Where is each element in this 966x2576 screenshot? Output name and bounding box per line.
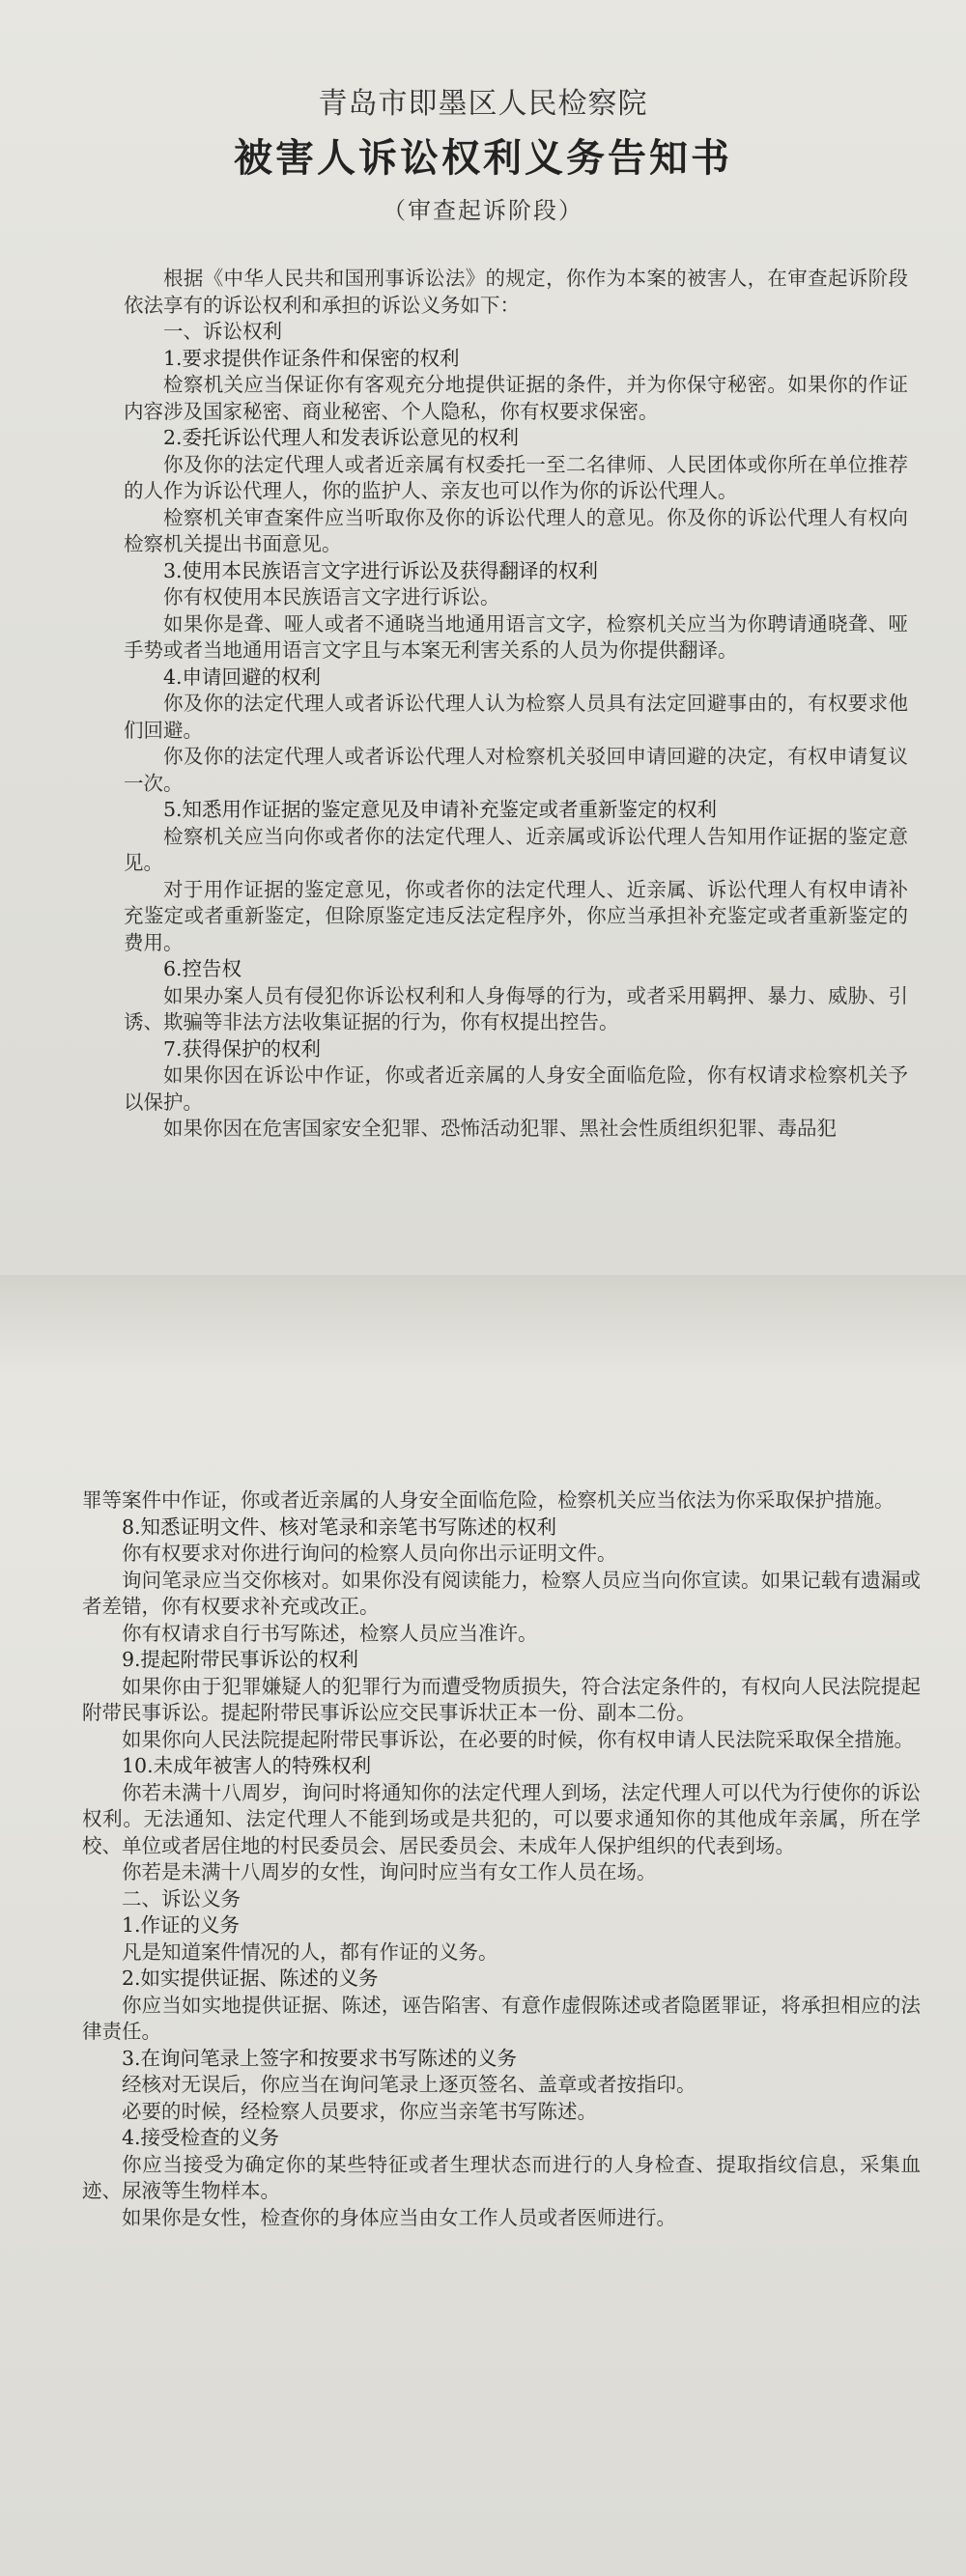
paragraph: 你有权请求自行书写陈述，检察人员应当准许。 bbox=[122, 1621, 538, 1645]
clause-heading: 3.在询问笔录上签字和按要求书写陈述的义务 bbox=[122, 2046, 518, 2070]
procedural-stage: （审查起诉阶段） bbox=[383, 197, 583, 224]
section-heading: 一、诉讼权利 bbox=[163, 320, 282, 343]
paragraph: 如果你是女性，检查你的身体应当由女工作人员或者医师进行。 bbox=[122, 2205, 676, 2229]
clause-heading: 7.获得保护的权利 bbox=[163, 1036, 322, 1061]
paragraph: 必要的时候，经检察人员要求，你应当亲笔书写陈述。 bbox=[122, 2099, 597, 2123]
paragraph: 如果你是聋、哑人或者不通晓当地通用语言文字，检察机关应当为你聘请通晓聋、哑手势或者当地通用语言文字且与本案无利害关系的人员为你提供翻译。 bbox=[124, 611, 908, 662]
paragraph: 你若未满十八周岁，询问时将通知你的法定代理人到场，法定代理人可以代为行使你的诉讼权利。无法通知、法定代理人不能到场或是共犯的，可以要求通知你的其他成年亲属，所在学校、单位或者居住地的村民委员会、居民委员会、未成年人保护组织的代表到场。 bbox=[82, 1780, 921, 1857]
paragraph: 如果办案人员有侵犯你诉讼权利和人身侮辱的行为，或者采用羁押、暴力、威胁、引诱、欺骗等非法方法收集证据的行为，你有权提出控告。 bbox=[124, 983, 908, 1033]
continued-paragraph: 罪等案件中作证，你或者近亲属的人身安全面临危险，检察机关应当依法为你采取保护措施。 bbox=[82, 1488, 895, 1512]
clause-heading: 6.控告权 bbox=[163, 957, 242, 980]
clause-heading: 9.提起附带民事诉讼的权利 bbox=[122, 1648, 359, 1671]
paragraph: 如果你因在危害国家安全犯罪、恐怖活动犯罪、黑社会性质组织犯罪、毒品犯 bbox=[163, 1117, 837, 1140]
clause-heading: 3.使用本民族语言文字进行诉讼及获得翻译的权利 bbox=[163, 558, 599, 582]
document-title: 被害人诉讼权利义务告知书 bbox=[234, 135, 732, 181]
clause-heading: 10.未成年被害人的特殊权利 bbox=[122, 1754, 372, 1777]
clause-heading: 1.要求提供作证条件和保密的权利 bbox=[163, 346, 460, 370]
paragraph: 对于用作证据的鉴定意见，你或者你的法定代理人、近亲属、诉讼代理人有权申请补充鉴定或者重新鉴定，但除原鉴定违反法定程序外，你应当承担补充鉴定或者重新鉴定的费用。 bbox=[124, 877, 908, 954]
clause-heading: 2.如实提供证据、陈述的义务 bbox=[122, 1967, 379, 1990]
clause-heading: 4.接受检查的义务 bbox=[122, 2126, 280, 2149]
paragraph: 询问笔录应当交你核对。如果你没有阅读能力，检察人员应当向你宣读。如果记载有遗漏或者差错，你有权要求补充或改正。 bbox=[82, 1568, 921, 1618]
paragraph: 你有权使用本民族语言文字进行诉讼。 bbox=[163, 585, 500, 609]
clause-heading: 8.知悉证明文件、核对笔录和亲笔书写陈述的权利 bbox=[122, 1514, 557, 1539]
clause-heading: 5.知悉用作证据的鉴定意见及申请补充鉴定或者重新鉴定的权利 bbox=[163, 798, 718, 821]
clause-heading: 2.委托诉讼代理人和发表诉讼意见的权利 bbox=[163, 426, 520, 449]
paragraph: 如果你因在诉讼中作证，你或者近亲属的人身安全面临危险，你有权请求检察机关予以保护。 bbox=[124, 1063, 908, 1114]
paragraph: 如果你向人民法院提起附带民事诉讼，在必要的时候，你有权申请人民法院采取保全措施。 bbox=[122, 1727, 914, 1751]
paragraph: 你及你的法定代理人或者诉讼代理人认为检察人员具有法定回避事由的，有权要求他们回避。 bbox=[124, 692, 908, 742]
document-page-1 bbox=[0, 0, 966, 1275]
paragraph: 你及你的法定代理人或者近亲属有权委托一至二名律师、人民团体或你所在单位推荐的人作为诉讼代理人，你的监护人、亲友也可以作为你的诉讼代理人。 bbox=[124, 452, 908, 502]
paragraph: 检察机关审查案件应当听取你及你的诉讼代理人的意见。你及你的诉讼代理人有权向检察机关提出书面意见。 bbox=[124, 505, 908, 555]
paragraph: 你有权要求对你进行询问的检察人员向你出示证明文件。 bbox=[122, 1542, 617, 1565]
paragraph: 你若是未满十八周岁的女性，询问时应当有女工作人员在场。 bbox=[122, 1860, 657, 1883]
paragraph: 你应当接受为确定你的某些特征或者生理状态而进行的人身检查、提取指纹信息，采集血迹、尿液等生物样本。 bbox=[82, 2152, 921, 2202]
page-2-body bbox=[82, 1487, 921, 2231]
paragraph: 如果你由于犯罪嫌疑人的犯罪行为而遭受物质损失，符合法定条件的，有权向人民法院提起附带民事诉讼。提起附带民事诉讼应交民事诉状正本一份、副本二份。 bbox=[82, 1674, 921, 1724]
paragraph: 检察机关应当保证你有客观充分地提供证据的条件，并为你保守秘密。如果你的作证内容涉及国家秘密、商业秘密、个人隐私，你有权要求保密。 bbox=[124, 373, 908, 423]
paragraph: 你及你的法定代理人或者诉讼代理人对检察机关驳回申请回避的决定，有权申请复议一次。 bbox=[124, 745, 908, 795]
paragraph: 经核对无误后，你应当在询问笔录上逐页签名、盖章或者按指印。 bbox=[122, 2073, 696, 2096]
document-page-2 bbox=[0, 1439, 966, 2576]
paragraph: 检察机关应当向你或者你的法定代理人、近亲属或诉讼代理人告知用作证据的鉴定意见。 bbox=[124, 824, 908, 874]
paragraph: 凡是知道案件情况的人，都有作证的义务。 bbox=[122, 1939, 498, 1964]
page-1-body bbox=[124, 266, 908, 1143]
paragraph: 你应当如实地提供证据、陈述，诬告陷害、有意作虚假陈述或者隐匿罪证，将承担相应的法律责任。 bbox=[82, 1993, 921, 2043]
issuing-organization: 青岛市即墨区人民检察院 bbox=[318, 87, 648, 121]
clause-heading: 1.作证的义务 bbox=[122, 1913, 241, 1937]
page-gap bbox=[0, 1275, 966, 1439]
clause-heading: 4.申请回避的权利 bbox=[163, 665, 322, 689]
paragraph: 根据《中华人民共和国刑事诉讼法》的规定，你作为本案的被害人，在审查起诉阶段依法享有的诉讼权利和承担的诉讼义务如下： bbox=[124, 267, 908, 317]
section-heading: 二、诉讼义务 bbox=[122, 1886, 241, 1911]
